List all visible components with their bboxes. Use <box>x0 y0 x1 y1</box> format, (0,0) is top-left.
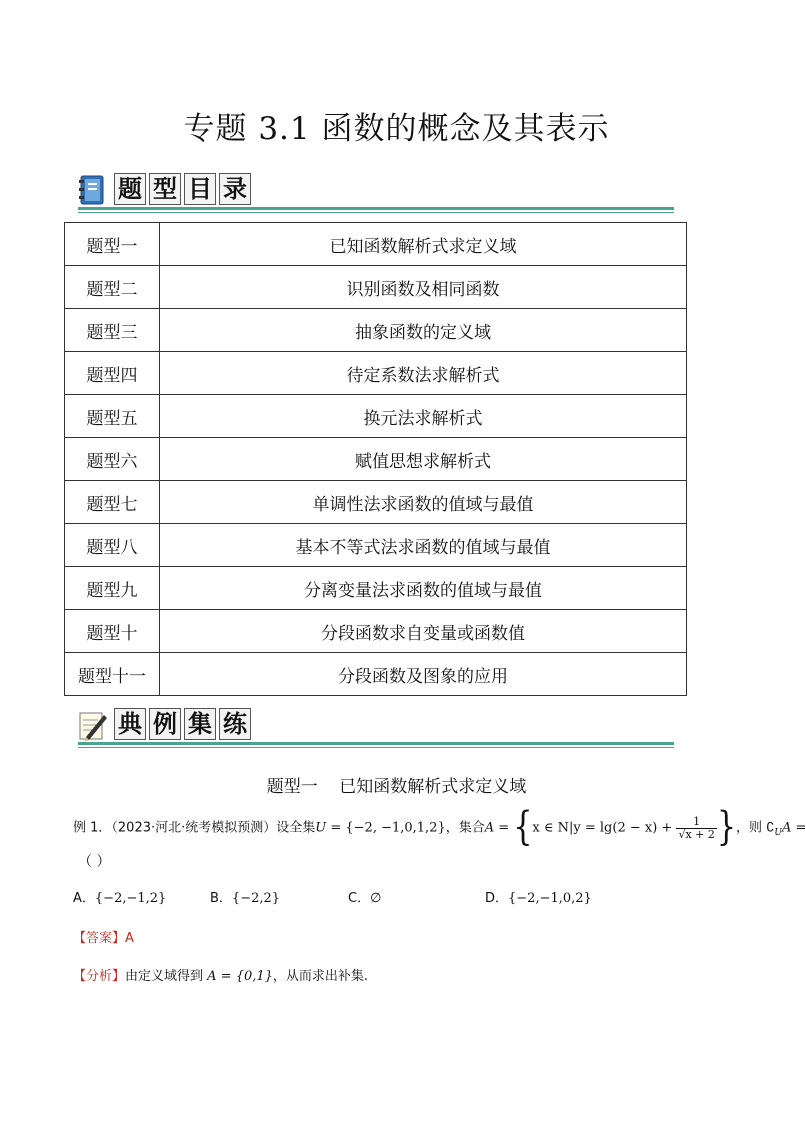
subsection-num: 题型一 <box>266 777 318 797</box>
toc-type-topic: 识别函数及相同函数 <box>160 266 687 309</box>
table-row <box>65 610 687 653</box>
table-row <box>65 395 687 438</box>
option-label: C． <box>348 891 371 906</box>
toc-type-num: 题型二 <box>65 266 160 309</box>
toc-type-topic: 赋值思想求解析式 <box>160 438 687 481</box>
section-title-char: 目 <box>184 173 216 205</box>
toc-type-num: 题型十一 <box>65 653 160 696</box>
option-label: D． <box>485 891 509 906</box>
toc-type-topic: 单调性法求函数的值域与最值 <box>160 481 687 524</box>
analysis-post: ，从而求出补集. <box>272 969 369 984</box>
section-title-char: 题 <box>114 173 146 205</box>
analysis-tag: 【分析】 <box>73 969 126 984</box>
subsection-topic: 已知函数解析式求定义域 <box>339 777 527 797</box>
table-row <box>65 266 687 309</box>
toc-type-num: 题型六 <box>65 438 160 481</box>
example-prefix: 例 1．（2023·河北·统考模拟预测）设全集 <box>73 820 316 836</box>
option-value: {−2,2} <box>231 891 281 906</box>
fraction-numerator: 1 <box>676 816 716 829</box>
toc-type-topic: 换元法求解析式 <box>160 395 687 438</box>
section-title-char: 集 <box>184 708 216 740</box>
table-row <box>65 309 687 352</box>
option-value: {−2,−1,2} <box>94 891 167 906</box>
table-row <box>65 223 687 266</box>
brace-close: } <box>716 804 736 851</box>
toc-type-topic: 已知函数解析式求定义域 <box>160 223 687 266</box>
brace-open: { <box>513 804 533 851</box>
toc-table <box>64 222 687 696</box>
toc-type-num: 题型八 <box>65 524 160 567</box>
section-title-char: 练 <box>219 708 251 740</box>
toc-type-topic: 分段函数求自变量或函数值 <box>160 610 687 653</box>
notebook-icon <box>78 174 108 206</box>
option-value: ∅ <box>370 891 382 906</box>
table-row <box>65 524 687 567</box>
toc-type-topic: 基本不等式法求函数的值域与最值 <box>160 524 687 567</box>
answer-value: A <box>125 931 134 946</box>
answer-blank: （ ） <box>78 854 111 870</box>
toc-type-topic: 分段函数及图象的应用 <box>160 653 687 696</box>
toc-type-topic: 抽象函数的定义域 <box>160 309 687 352</box>
section-title-char: 录 <box>219 173 251 205</box>
answer-tag: 【答案】 <box>73 931 126 946</box>
divider <box>78 207 674 210</box>
math-set-body: x ∈ N|y = lg(2 − x) + <box>532 820 677 836</box>
divider <box>78 742 674 745</box>
math-fraction <box>676 816 716 841</box>
math-var: A = <box>781 820 806 836</box>
table-row <box>65 438 687 481</box>
analysis-pre: 由定义域得到 <box>125 969 208 984</box>
toc-type-num: 题型三 <box>65 309 160 352</box>
table-row <box>65 653 687 696</box>
toc-type-num: 题型九 <box>65 567 160 610</box>
analysis-line <box>73 965 368 984</box>
table-row <box>65 481 687 524</box>
subsection-title <box>0 772 793 797</box>
analysis-math: A = {0,1} <box>207 969 273 984</box>
section-header-toc <box>76 172 676 212</box>
option-a <box>73 887 166 906</box>
option-d <box>485 887 592 906</box>
toc-type-num: 题型五 <box>65 395 160 438</box>
math-set: = {−2, −1,0,1,2} <box>326 820 446 836</box>
option-label: B． <box>210 891 232 906</box>
option-b <box>210 887 280 906</box>
option-value: {−2,−1,0,2} <box>508 891 592 906</box>
note-pencil-icon <box>78 709 108 741</box>
toc-type-topic: 待定系数法求解析式 <box>160 352 687 395</box>
section-title-char: 型 <box>149 173 181 205</box>
answer-line <box>73 927 134 946</box>
math-subscript: U <box>774 828 782 839</box>
toc-type-topic: 分离变量法求函数的值域与最值 <box>160 567 687 610</box>
example-question <box>73 804 806 851</box>
table-row <box>65 352 687 395</box>
math-var: A = <box>484 820 510 836</box>
example-tail: ，则 ∁ <box>735 820 775 836</box>
divider <box>78 212 674 213</box>
toc-type-num: 题型一 <box>65 223 160 266</box>
example-mid: ，集合 <box>445 820 485 836</box>
option-c <box>348 887 381 906</box>
page-title: 专题 3.1 函数的概念及其表示 <box>183 111 610 147</box>
divider <box>78 747 674 748</box>
math-var: U <box>315 820 327 836</box>
fraction-denominator: √x + 2 <box>678 827 715 841</box>
section-title-char: 例 <box>149 708 181 740</box>
toc-type-num: 题型十 <box>65 610 160 653</box>
toc-type-num: 题型七 <box>65 481 160 524</box>
table-row <box>65 567 687 610</box>
option-label: A． <box>73 891 95 906</box>
section-title-char: 典 <box>114 708 146 740</box>
toc-type-num: 题型四 <box>65 352 160 395</box>
section-header-examples <box>76 707 676 747</box>
